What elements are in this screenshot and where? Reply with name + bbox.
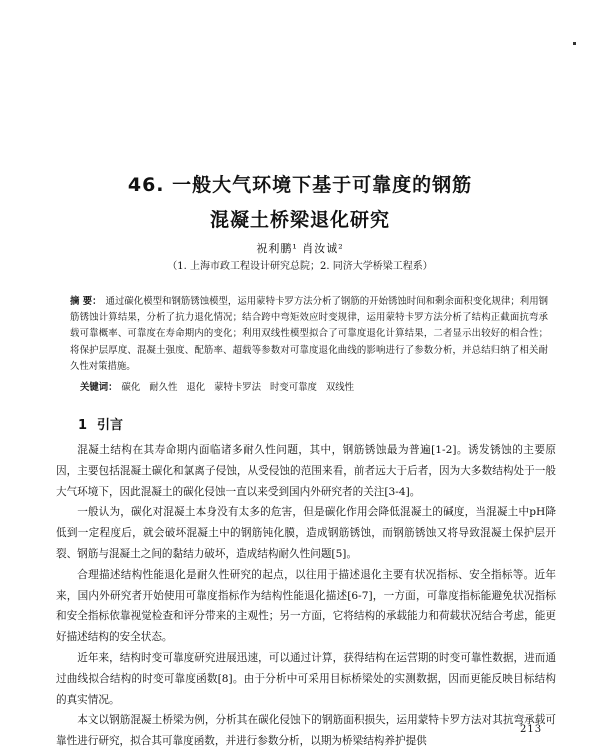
keyword: 耐久性 bbox=[149, 382, 178, 393]
section-heading bbox=[78, 414, 123, 433]
body-paragraph: 混凝土结构在其寿命期内面临诸多耐久性问题，其中，钢筋锈蚀最为普遍[1-2]。诱发锈蚀的主要原因，主要包括混凝土碳化和氯离子侵蚀，从受侵蚀的范围来看，前者远大于后者，因为大多数结构处于一般大气环境下，因此混凝土的碳化侵蚀一直以来受到国内外研究者的关注[3-4]。 bbox=[56, 444, 556, 498]
body-paragraph: 合理描述结构性能退化是耐久性研究的起点，以往用于描述退化主要有状况指标、安全指标等。近年来，国内外研究者开始使用可靠度指标作为结构性能退化描述[6-7]，一方面，可靠度指标能避免状况指标和安全指标依靠视觉检查和评分带来的主观性；另一方面，它将结构的承载能力和荷载状况结合考虑，能更好描述结构的安全状态。 bbox=[56, 568, 556, 644]
abstract-label: 摘 要： bbox=[70, 296, 102, 307]
body-paragraph: 本文以钢筋混凝土桥梁为例，分析其在碳化侵蚀下的钢筋面积损失，运用蒙特卡罗方法对其抗弯承载可靠性进行研究，拟合其可靠度函数，并进行参数分析，以期为桥梁结构养护提供 bbox=[56, 714, 556, 748]
paper-title-line-1: 46. 一般大气环境下基于可靠度的钢筋 bbox=[127, 174, 473, 196]
keyword: 双线性 bbox=[325, 382, 355, 393]
body-paragraph: 一般认为，碳化对混凝土本身没有太多的危害，但是碳化作用会降低混凝土的碱度，当混凝土中pH降低到一定程度后，就会破坏混凝土中的钢筋钝化膜，造成钢筋锈蚀，而钢筋锈蚀又将导致混凝土保护层开裂、钢筋与混凝土之间的黏结力破坏，造成结构耐久性问题[5]。 bbox=[56, 506, 556, 560]
section-number: 1 bbox=[78, 418, 88, 433]
abstract bbox=[70, 294, 548, 375]
section-title: 引言 bbox=[97, 418, 124, 433]
page-number: 213 bbox=[520, 724, 543, 735]
keywords-label: 关键词： bbox=[80, 382, 118, 393]
keyword: 碳化 bbox=[121, 382, 141, 393]
authors: 祝利鹏¹ 肖汝诚² bbox=[256, 242, 344, 255]
abstract-text: 通过碳化模型和钢筋锈蚀模型，运用蒙特卡罗方法分析了钢筋的开始锈蚀时间和剩余面积变化规律；利用钢筋锈蚀计算结果，分析了抗力退化情况；结合跨中弯矩效应时变规律，运用蒙特卡罗方法分析了结构正截面抗弯承载可靠概率、可靠度在寿命期内的变化；利用双线性模型拟合了可靠度退化计算结果，二者显示出较好的相合性；将保护层厚度、混凝土强度、配筋率、超载等参数对可靠度退化曲线的影响进行了参数分析，并总结归纳了相关耐久性对策措施。 bbox=[70, 296, 548, 372]
body-text bbox=[56, 440, 556, 752]
body-paragraph: 近年来，结构时变可靠度研究进展迅速，可以通过计算，获得结构在运营期的时变可靠性数据，进而通过曲线拟合结构的时变可靠度函数[8]。由于分析中可采用目标桥梁处的实测数据，因而更能反映目标结构的真实情况。 bbox=[56, 651, 556, 706]
paper-title-line-2: 混凝土桥梁退化研究 bbox=[209, 209, 390, 231]
keywords bbox=[80, 379, 540, 393]
affiliations: （1. 上海市政工程设计研究总院；2. 同济大学桥梁工程系） bbox=[167, 261, 433, 272]
keyword: 时变可靠度 bbox=[270, 382, 317, 393]
scan-speck bbox=[573, 42, 576, 45]
keyword: 蒙特卡罗法 bbox=[214, 382, 262, 393]
keyword: 退化 bbox=[186, 382, 206, 393]
